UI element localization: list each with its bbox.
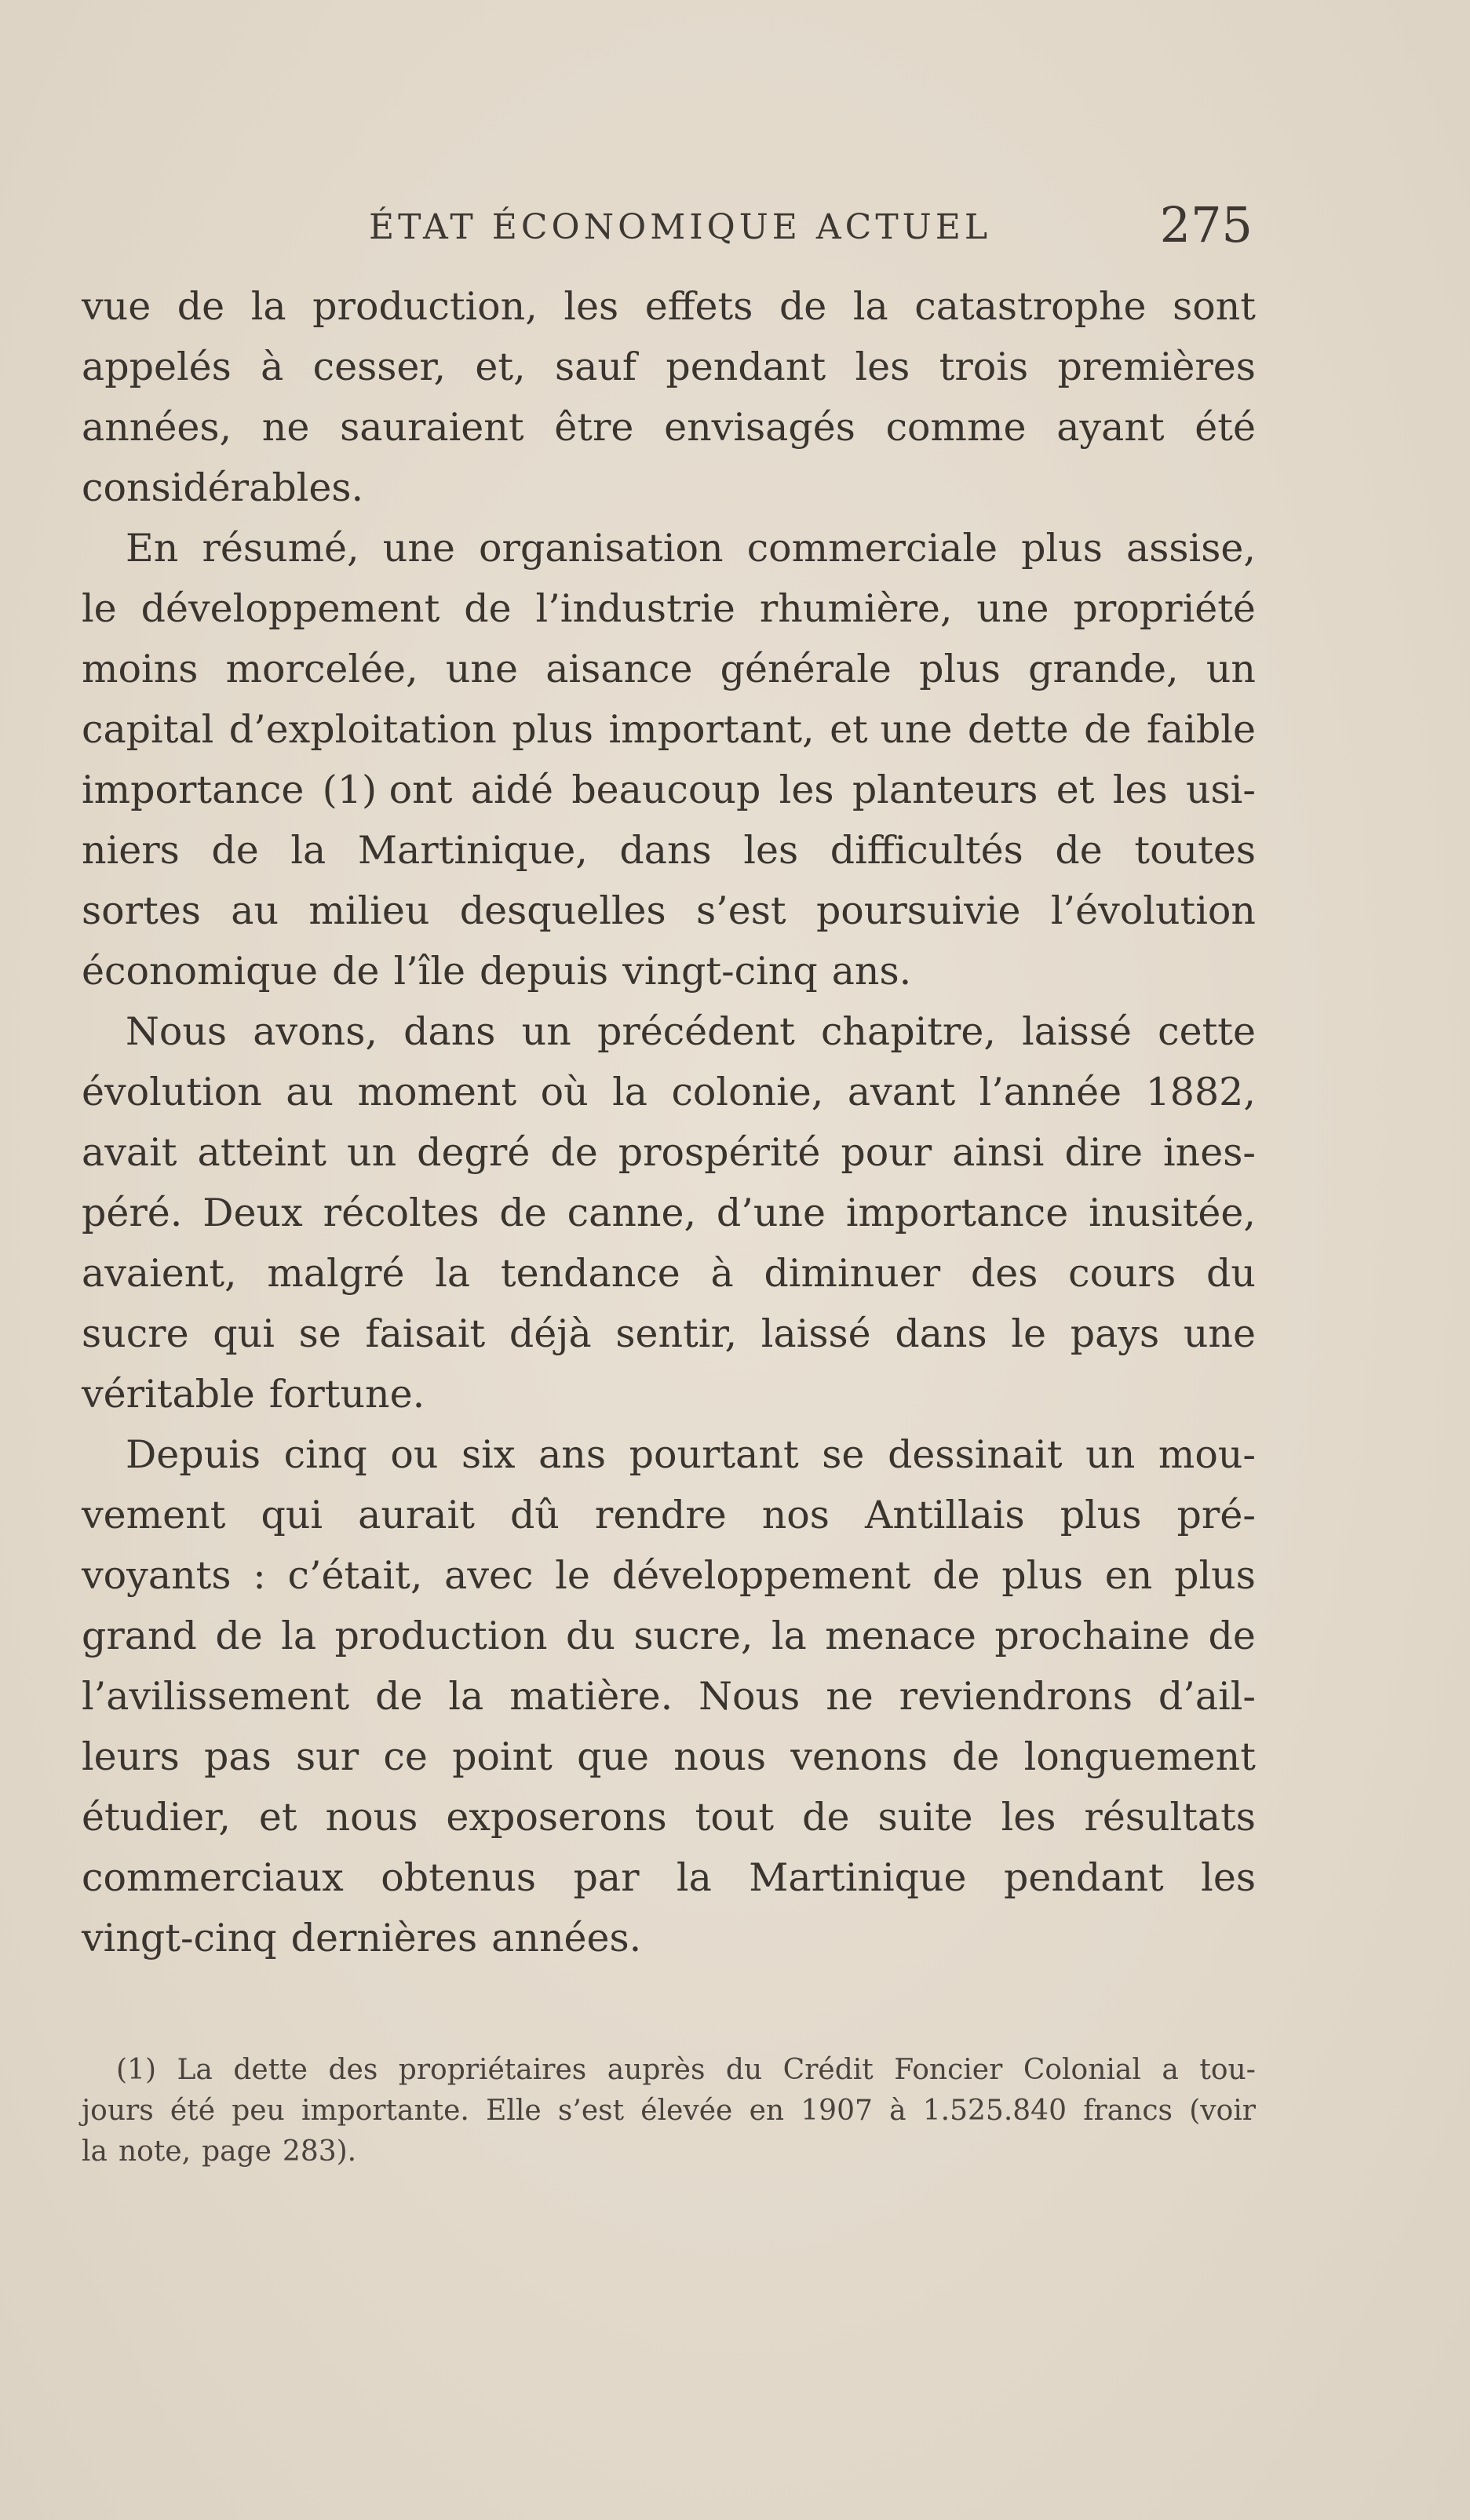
word: à [710,1251,734,1296]
word: une [1183,1311,1256,1356]
word: inusitée, [1089,1191,1256,1235]
word: : [253,1553,266,1598]
word: être [554,405,634,450]
word: plus [1021,526,1103,571]
word: la [448,1674,484,1719]
word: été [170,2095,215,2127]
word: (1) [116,2054,156,2086]
word: sauf [554,345,637,389]
page-number: 275 [1159,196,1253,253]
word: de [1084,707,1132,752]
word: ce [383,1734,428,1779]
word: morcelée, [225,647,418,691]
word: la [852,284,888,329]
word: niers [82,828,180,873]
word: ines- [1162,1130,1256,1175]
text-line [82,820,1256,881]
running-title: ÉTAT ÉCONOMIQUE ACTUEL [369,207,992,247]
word: la [82,2135,108,2168]
footnote-line [82,2132,1256,2172]
word: les [743,828,799,873]
word: résumé, [202,526,359,571]
footnote [82,2050,1256,2172]
word: que [577,1734,650,1779]
word: plus [1174,1553,1256,1598]
word: auprès [607,2054,706,2086]
text-line [82,397,1256,458]
word: l’évolution [1050,888,1256,933]
word: catastrophe [914,284,1147,329]
page-header [82,195,1253,257]
word: Deux [202,1191,303,1235]
word: s’est [696,888,786,933]
word: résultats [1084,1795,1256,1840]
word: sucre [82,1311,189,1356]
word: les [1001,1795,1056,1840]
text-line [82,1364,1256,1424]
text-line [82,1545,1256,1606]
word: sortes [82,888,201,933]
word: comme [885,405,1027,450]
word: de [1208,1614,1256,1658]
word: propriété [1073,586,1256,631]
word: et, [475,345,526,389]
word: les [564,284,619,329]
word: précédent [596,1009,795,1054]
text-line [82,1485,1256,1545]
word: des [328,2054,378,2086]
word: six [461,1432,516,1477]
word: ne [826,1674,874,1719]
word: Depuis [126,1432,261,1477]
word: colonie, [671,1070,824,1114]
text-line [82,1908,1256,1968]
word: péré. [82,1191,183,1235]
word: les [1112,768,1168,812]
word: pendant [1003,1855,1164,1900]
word: toutes [1134,828,1256,873]
word: laissé [1022,1009,1132,1054]
word: grand [82,1614,197,1658]
word: 1882, [1145,1070,1256,1114]
word: le [555,1553,590,1598]
word: véritable [82,1372,255,1417]
word: la [612,1070,648,1114]
word: l’industrie [535,586,735,631]
word: la [435,1251,471,1296]
word: c’était, [287,1553,423,1598]
word: évolution [82,1070,262,1114]
word: au [231,888,279,933]
word: depuis [480,949,609,994]
word: importance [82,768,305,812]
word: propriétaires [398,2054,587,2086]
word: nous [673,1734,767,1779]
word: plus [1060,1493,1142,1537]
word: une [445,647,518,691]
word: page [202,2135,272,2168]
text-line [82,1606,1256,1666]
word: d’une [716,1191,826,1235]
word: ans. [831,949,912,994]
word: aurait [358,1493,475,1537]
word: leurs [82,1734,180,1779]
word: rhumière, [759,586,953,631]
word: au [286,1070,334,1114]
word: et [258,1795,297,1840]
text-line [82,337,1256,397]
word: à [261,345,284,389]
word: desquelles [459,888,666,933]
word: appelés [82,345,232,389]
word: se [298,1311,341,1356]
word: dans [895,1311,987,1356]
word: pays [1070,1311,1160,1356]
word: moins [82,647,199,691]
word: Nous [699,1674,801,1719]
word: aidé [470,768,553,812]
word: du [1206,1251,1256,1296]
word: cours [1068,1251,1176,1296]
word: plus [919,647,1001,691]
word: cette [1158,1009,1256,1054]
text-line [82,1847,1256,1908]
word: production, [312,284,538,329]
word: fortune. [268,1372,425,1417]
word: canne, [567,1191,697,1235]
word: peu [232,2095,285,2127]
text-line [82,1727,1256,1787]
word: pour [841,1130,932,1175]
word: ainsi [952,1130,1045,1175]
word: développement [140,586,440,631]
word: difficultés [830,828,1023,873]
word: dire [1064,1130,1143,1175]
word: atteint [197,1130,327,1175]
word: note, [118,2135,192,2168]
word: Martinique [749,1855,967,1900]
word: malgré [267,1251,405,1296]
text-line [82,1787,1256,1847]
word: pas [204,1734,272,1779]
word: avaient, [82,1251,237,1296]
text-line [82,458,1256,518]
word: économique [82,949,319,994]
word: à [889,2095,906,2127]
word: étudier, [82,1795,231,1840]
word: de [332,949,380,994]
word: les [1201,1855,1256,1900]
word: rendre [594,1493,727,1537]
word: jours [82,2095,154,2127]
word: prochaine [994,1614,1191,1658]
word: avait [82,1130,177,1175]
word: envisagés [664,405,855,450]
word: diminuer [764,1251,941,1296]
word: les [779,768,834,812]
footnote-line [82,2091,1256,2132]
word: point [452,1734,553,1779]
word: (1) ont [322,768,453,812]
word: un [347,1130,397,1175]
word: faible [1146,707,1256,752]
word: 283). [282,2135,357,2168]
text-line [82,1001,1256,1062]
text-line [82,941,1256,1001]
word: avec [444,1553,534,1598]
word: élevée [640,2095,733,2127]
word: Elle [486,2095,542,2127]
word: effets [644,284,753,329]
word: obtenus [381,1855,537,1900]
text-line [82,1183,1256,1243]
word: usi- [1185,768,1256,812]
word: dessinait [888,1432,1063,1477]
word: tendance [500,1251,680,1296]
word: important, [608,707,815,752]
word: de [211,828,259,873]
word: Foncier [894,2054,1003,2086]
word: déjà [509,1311,592,1356]
word: d’exploitation [228,707,497,752]
word: et une [830,707,953,752]
word: (voir [1189,2095,1256,2127]
word: dans [403,1009,496,1054]
text-line [82,1304,1256,1364]
word: milieu [308,888,430,933]
word: années, [82,405,232,450]
word: de [932,1553,980,1598]
word: en [749,2095,785,2127]
word: l’île [393,949,466,994]
word: de [464,586,512,631]
word: trois [939,345,1029,389]
word: été [1195,405,1256,450]
word: les [855,345,910,389]
word: menace [825,1614,976,1658]
word: un [1085,1432,1136,1477]
word: générale [720,647,892,691]
word: sur [296,1734,359,1779]
word: prospérité [618,1130,821,1175]
word: de [951,1734,1000,1779]
word: commerciale [746,526,998,571]
word: suite [877,1795,973,1840]
word: la [290,828,326,873]
word: de [215,1614,263,1658]
word: ne [261,405,310,450]
word: sucre, [633,1614,753,1658]
word: considérables. [82,465,364,510]
word: a [1162,2054,1179,2086]
word: dette [233,2054,308,2086]
text-line [82,276,1256,337]
word: chapitre, [820,1009,996,1054]
word: 1907 [801,2095,873,2127]
word: et [1056,768,1095,812]
text-line [82,1243,1256,1304]
word: plus [1001,1553,1084,1598]
word: organisation [479,526,724,571]
word: En [126,526,179,571]
word: un [1206,647,1256,691]
text-line [82,518,1256,578]
word: capital [82,707,214,752]
word: en [1104,1553,1153,1598]
word: ayant [1056,405,1165,450]
word: l’avilissement [82,1674,350,1719]
word: s’est [557,2095,625,2127]
word: faisait [365,1311,486,1356]
word: production [334,1614,548,1658]
word: un [521,1009,571,1054]
word: de [802,1795,850,1840]
word: cesser, [312,345,447,389]
word: voyants [82,1553,232,1598]
word: planteurs [852,768,1038,812]
word: laissé [761,1311,871,1356]
word: de [177,284,225,329]
word: pré- [1176,1493,1256,1537]
word: francs [1083,2095,1173,2127]
word: commerciaux [82,1855,344,1900]
word: mou- [1158,1432,1256,1477]
text-line [82,578,1256,639]
word: vement [82,1493,226,1537]
word: matière. [509,1674,673,1719]
word: Crédit [782,2054,874,2086]
word: de [550,1130,598,1175]
word: Colonial [1023,2054,1141,2086]
word: sauraient [340,405,524,450]
word: avant [847,1070,956,1114]
word: longuement [1023,1734,1256,1779]
word: vue [82,284,151,329]
word: la [771,1614,807,1658]
word: dans [619,828,712,873]
word: de [375,1674,423,1719]
word: ou [390,1432,439,1477]
word: Antillais [865,1493,1025,1537]
word: Nous [126,1009,228,1054]
text-line [82,760,1256,820]
footnote-line [82,2050,1256,2091]
text-line [82,699,1256,760]
word: exposerons [446,1795,667,1840]
word: d’ail- [1158,1674,1256,1719]
word: dû [509,1493,560,1537]
word: développement [611,1553,911,1598]
word: le [1011,1311,1047,1356]
word: du [565,1614,615,1658]
word: sentir, [615,1311,738,1356]
word: l’année [979,1070,1122,1114]
word: pourtant [629,1432,799,1477]
word: reviendrons [899,1674,1133,1719]
word: grande, [1028,647,1179,691]
word: vingt-cinq [622,949,818,994]
word: degré [417,1130,531,1175]
word: La [177,2054,213,2086]
word: la [250,284,286,329]
word: des [970,1251,1038,1296]
word: une [382,526,455,571]
word: assise, [1126,526,1256,571]
word: dette [967,707,1069,752]
word: le [82,586,117,631]
word: 1.525.840 [922,2095,1067,2127]
text-line [82,1062,1256,1122]
word: vingt-cinq [82,1916,277,1960]
word: de [779,284,827,329]
word: par [573,1855,640,1900]
word: du [725,2054,763,2086]
word: récoltes [323,1191,480,1235]
word: nous [325,1795,418,1840]
word: cinq [283,1432,367,1477]
word: avons, [253,1009,378,1054]
word: qui [261,1493,323,1537]
body-text [82,276,1256,1968]
text-line [82,1122,1256,1183]
word: de [499,1191,547,1235]
word: Martinique, [357,828,588,873]
word: années. [491,1916,642,1960]
word: importante. [301,2095,469,2127]
word: moment [357,1070,517,1114]
text-line [82,881,1256,941]
word: qui [213,1311,275,1356]
text-line [82,1424,1256,1485]
word: tout [695,1795,775,1840]
word: plus [512,707,594,752]
word: aisance [545,647,693,691]
word: une [976,586,1049,631]
word: la [281,1614,317,1658]
word: la [676,1855,712,1900]
word: importance [845,1191,1069,1235]
word: sont [1173,284,1256,329]
word: de [1055,828,1103,873]
word: dernières [290,1916,478,1960]
word: premières [1057,345,1256,389]
text-line [82,1666,1256,1727]
word: venons [790,1734,928,1779]
text-line [82,639,1256,699]
word: ans [538,1432,607,1477]
word: nos [761,1493,830,1537]
word: pendant [666,345,826,389]
word: beaucoup [571,768,761,812]
word: où [540,1070,589,1114]
word: poursuivie [815,888,1021,933]
word: se [822,1432,865,1477]
word: tou- [1199,2054,1256,2086]
